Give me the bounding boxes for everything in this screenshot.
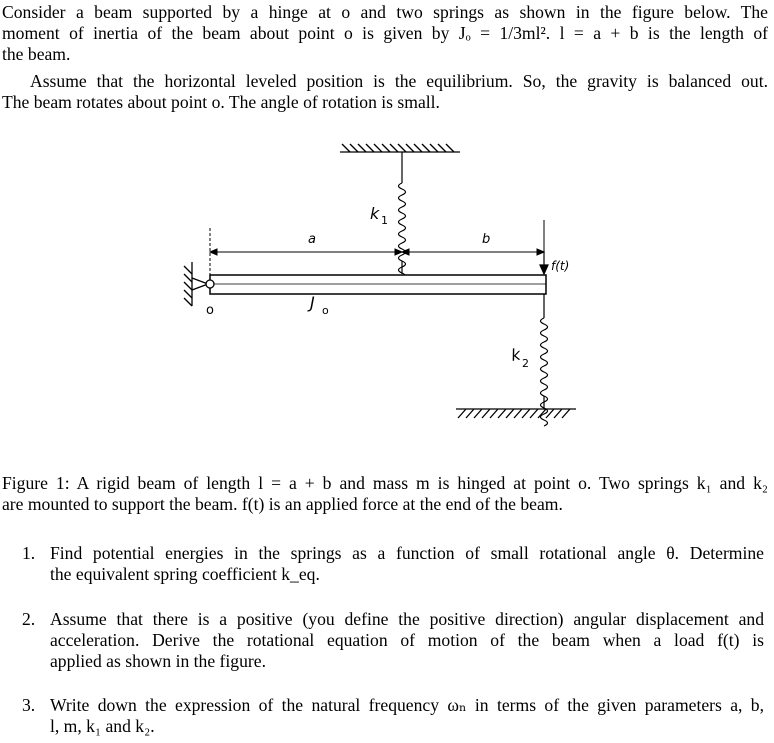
question-number: 3. [22, 695, 36, 715]
label-k1-sub: 1 [381, 214, 388, 227]
ground-support [456, 409, 576, 418]
label-k1: k [370, 204, 380, 223]
beam-diagram [160, 128, 590, 448]
label-J: J [310, 293, 315, 312]
question-line: Write down the expression of the natural frequency ωₙ in terms of the given parameters a, b, [50, 695, 764, 715]
question-line: applied as shown in the figure. [50, 651, 266, 671]
intro-line: the beam. [2, 44, 71, 64]
question-number: 1. [22, 543, 36, 563]
label-b: b [482, 232, 491, 247]
intro-paragraph-2 [2, 71, 768, 113]
beam-figure [160, 128, 590, 448]
beam [210, 275, 546, 294]
intro-paragraph-1 [2, 2, 768, 65]
question-1 [22, 543, 764, 585]
intro-line: moment of inertia of the beam about point o is given by Jₒ = 1/3ml². l = a + b is the length of [2, 23, 768, 43]
caption-line: are mounted to support the beam. f(t) is an applied force at the end of the beam. [2, 494, 563, 514]
caption-line: Figure 1: A rigid beam of length l = a + b and mass m is hinged at point o. Two springs k₁ and k₂ [2, 473, 768, 493]
force-arrow [540, 252, 548, 274]
intro-line: Assume that the horizontal leveled position is the equilibrium. So, the gravity is balanced out. [30, 71, 768, 91]
question-line: Assume that there is a positive (you define the positive direction) angular displacement and [50, 609, 764, 629]
dimension-lines [210, 220, 544, 276]
label-k2: k [509, 344, 522, 365]
label-J-sub: o [322, 304, 329, 317]
question-line: l, m, k₁ and k₂. [50, 716, 155, 736]
ceiling-support [340, 144, 460, 152]
spring-k2 [541, 294, 548, 426]
spring-k1 [399, 152, 406, 291]
question-line: acceleration. Derive the rotational equation of motion of the beam when a load f(t) is [50, 630, 764, 650]
figure-caption [2, 473, 768, 515]
label-o: o [206, 303, 214, 318]
question-3 [22, 695, 764, 737]
question-line: Find potential energies in the springs as a function of small rotational angle θ. Determine [50, 543, 764, 563]
label-force: f(t) [551, 259, 570, 273]
label-k2-sub: 2 [522, 357, 529, 370]
intro-line: Consider a beam supported by a hinge at o and two springs as shown in the figure below. The [2, 2, 768, 22]
label-a: a [308, 232, 316, 247]
intro-line: The beam rotates about point o. The angle of rotation is small. [2, 92, 440, 112]
question-2 [22, 609, 764, 672]
question-line: the equivalent spring coefficient k_eq. [50, 564, 320, 584]
question-number: 2. [22, 609, 36, 629]
